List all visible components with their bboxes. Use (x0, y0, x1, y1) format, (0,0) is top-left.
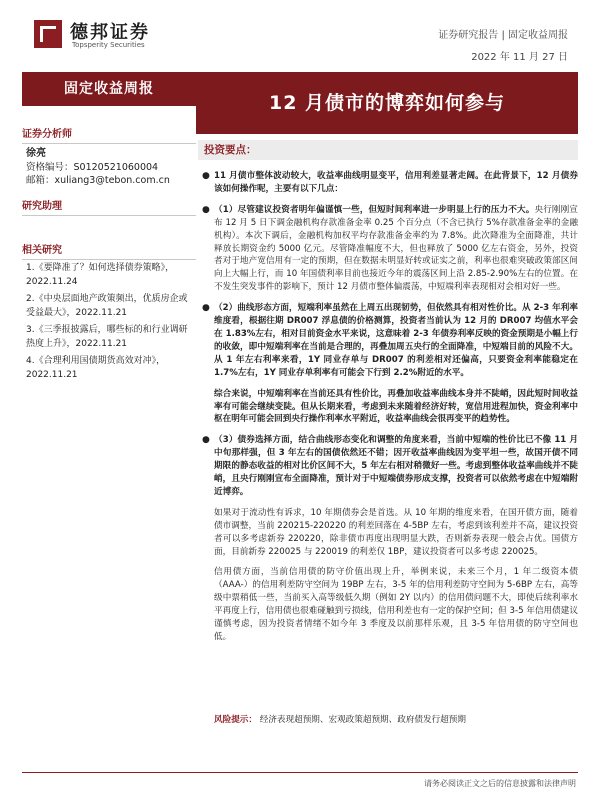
point-1-text: 央行刚刚宣布 12 月 5 日下调金融机构存款准备金率 0.25 个百分点（不含已执行 5%存款准备金率的金融机构）。本次下调后，金融机构加权平均存款准备金率约为 7.8%。此次降准为全面降准，共计释放长期资金约 5000 亿元。尽管降准幅度不大，但也释放了 5000 亿左右资金，另外，投资者对于地产宽信用有一定的预期，但在数据未明显好转或证实之前，利率也很难突破政策部区间向上大幅上行，而 10 年国债利率目前也接近今年的震荡区间上沿 2.85-2.90%左右的位置。在不发生突发事件的影响下，预计 12 月债市整体偏震荡，中短端利率表现相对会相对好一些。 (214, 204, 578, 293)
point-3-subparagraph: 如果对于流动性有诉求，10 年期债券会是首选。从 10 年期的维度来看，在国开债方面，随着债市调整，当前 220215-220220 的利差回落在 4-5BP 左右，考虑到该利差并不高，建议投资者可以多考虑新券 220220，除非债市再度出现明显大跌，否则新券表现一般会占优。国债方面，目前新券 220025 与 220019 的利差仅 1BP，建议投资者可以多考虑 220025。 (214, 507, 578, 557)
related-heading: 相关研究 (22, 238, 196, 260)
point-1-lead: （1）尽管建议投资者明年偏谨慎一些，但短时间利率进一步明显上行的压力不大。 (214, 204, 535, 215)
related-section (22, 238, 196, 260)
point-2-text: （2）曲线形态方面，短端利率虽然在上周五出现韧势，但依然具有相对性价比。从 2-3 年利率维度看，根据往期 DR007 浮息债的价格测算，投资者当前认为 12 月的 DR007 均值水平会在 1.83%左右，相对目前资金水平来说，这意味着 2-3 年债券利率反映的资金预期是小幅上行的收敛，即中短端利率在当前是合理的，再叠加周五央行的全面降准，中短端目前的风险不大。从 1 年左右利率来看，1Y 同业存单与 DR007 的利差相对还偏高，只要资金利率能稳定在 1.7%左右，1Y 同业存单利率有可能会下行到 2.2%附近的水平。 (214, 303, 578, 378)
assistant-section (22, 194, 196, 216)
brand-name-cn: 德邦证券 (70, 22, 150, 43)
risk-label: 风险提示： (214, 715, 257, 725)
assistant-heading: 研究助理 (22, 194, 196, 216)
brand-name-en: Topsperity Securities (72, 41, 145, 49)
bullet-icon: ● (202, 435, 210, 446)
related-item[interactable]: 4.《合理利用国债期货高效对冲》，2022.11.21 (26, 356, 166, 380)
related-list (26, 262, 194, 386)
analyst-name: 徐亮 (26, 148, 46, 159)
investment-points-heading: 投资要点： (198, 140, 578, 160)
point-1-paragraph (202, 204, 578, 294)
footer-disclaimer: 请务必阅读正文之后的信息披露和法律声明 (424, 779, 576, 788)
point-4-paragraph: 信用债方面，当前信用债的防守价值出现上升，举例来说，未来三个月，1 年二级资本债（AAA-）的信用利差防守空间为 19BP 左右，3-5 年的信用利差防守空间为 5-6BP 左右，高等级中票稍低一些，当前买入高等级低久期（例如 2Y 以内）的信用债问题不大，即使后续利率水平再度上行，信用债也很难碰触到亏损线，信用利差也有一定的保护空间；但 3-5 年信用债建议谨慎考虑，因为投资者情绪不如今年 3 季度及以前那样乐观，且 3-5 年信用债的防守空间也低。 (214, 567, 578, 642)
related-item[interactable]: 2.《中央层面地产政策频出，优质房企或受益最大》，2022.11.21 (26, 294, 188, 318)
report-type: 证券研究报告 | 固定收益周报 (438, 30, 568, 41)
category-banner: 固定收益周报 (22, 72, 196, 106)
bullet-icon: ● (202, 171, 210, 181)
point-2-paragraph (202, 302, 578, 379)
analyst-qualification: 资格编号：S0120521060004 (26, 162, 159, 173)
bullet-icon: ● (202, 303, 210, 314)
company-logo (34, 20, 62, 48)
analyst-heading: 证券分析师 (22, 122, 196, 144)
risk-warning (214, 714, 578, 727)
point-2-summary: 综合来说，中短端利率在当前还具有性价比，再叠加收益率曲线本身并不陡峭，因此短时间收益率有可能会继续变陡。但从长期来看，考虑到未来随着经济好转，宽信用进程加快，资金利率中枢在明年可能会回到央行操作利率水平附近，收益率曲线会很再变平的趋势性。 (214, 388, 578, 425)
report-body (202, 170, 578, 652)
related-item[interactable]: 3.《三季报披露后，哪些标的和行业调研热度上升》，2022.11.21 (26, 325, 188, 349)
risk-text: 经济表现超预期、宏观政策超预期、政府债发行超预期 (259, 715, 466, 725)
report-title: 12 月债市的博弈如何参与 (196, 72, 578, 134)
point-3-paragraph (202, 434, 578, 499)
analyst-email: 邮箱：xuliang3@tebon.com.cn (26, 175, 170, 186)
intro-text: 11 月债市整体波动较大，收益率曲线明显变平，信用利差显著走阔。在此背景下，12 月债券该如何操作呢，主要有以下几点： (214, 171, 578, 194)
related-item[interactable]: 1.《要降准了？如何选择债券策略》，2022.11.24 (26, 263, 175, 287)
intro-paragraph (202, 170, 578, 196)
analyst-section (22, 122, 196, 144)
point-3-text: （3）债券选择方面，结合曲线形态变化和调整的角度来看，当前中短端的性价比已不像 11 月中旬那样强，但 3 年左右的国债依然还不错；因开收益率曲线因为变平坦一些，故国开债不同期限的静态收益的相对比价区间不大，5 年左右相对稍微好一些。考虑到整体收益率曲线并不陡峭，且央行刚刚宣布全面降准，预计对于中短端债券形成支撑，投资者可以依然考虑在中短端附近博弈。 (214, 435, 578, 497)
report-date: 2022 年 11 月 27 日 (471, 52, 568, 63)
footer-divider (22, 772, 578, 773)
bullet-icon: ● (202, 204, 210, 215)
